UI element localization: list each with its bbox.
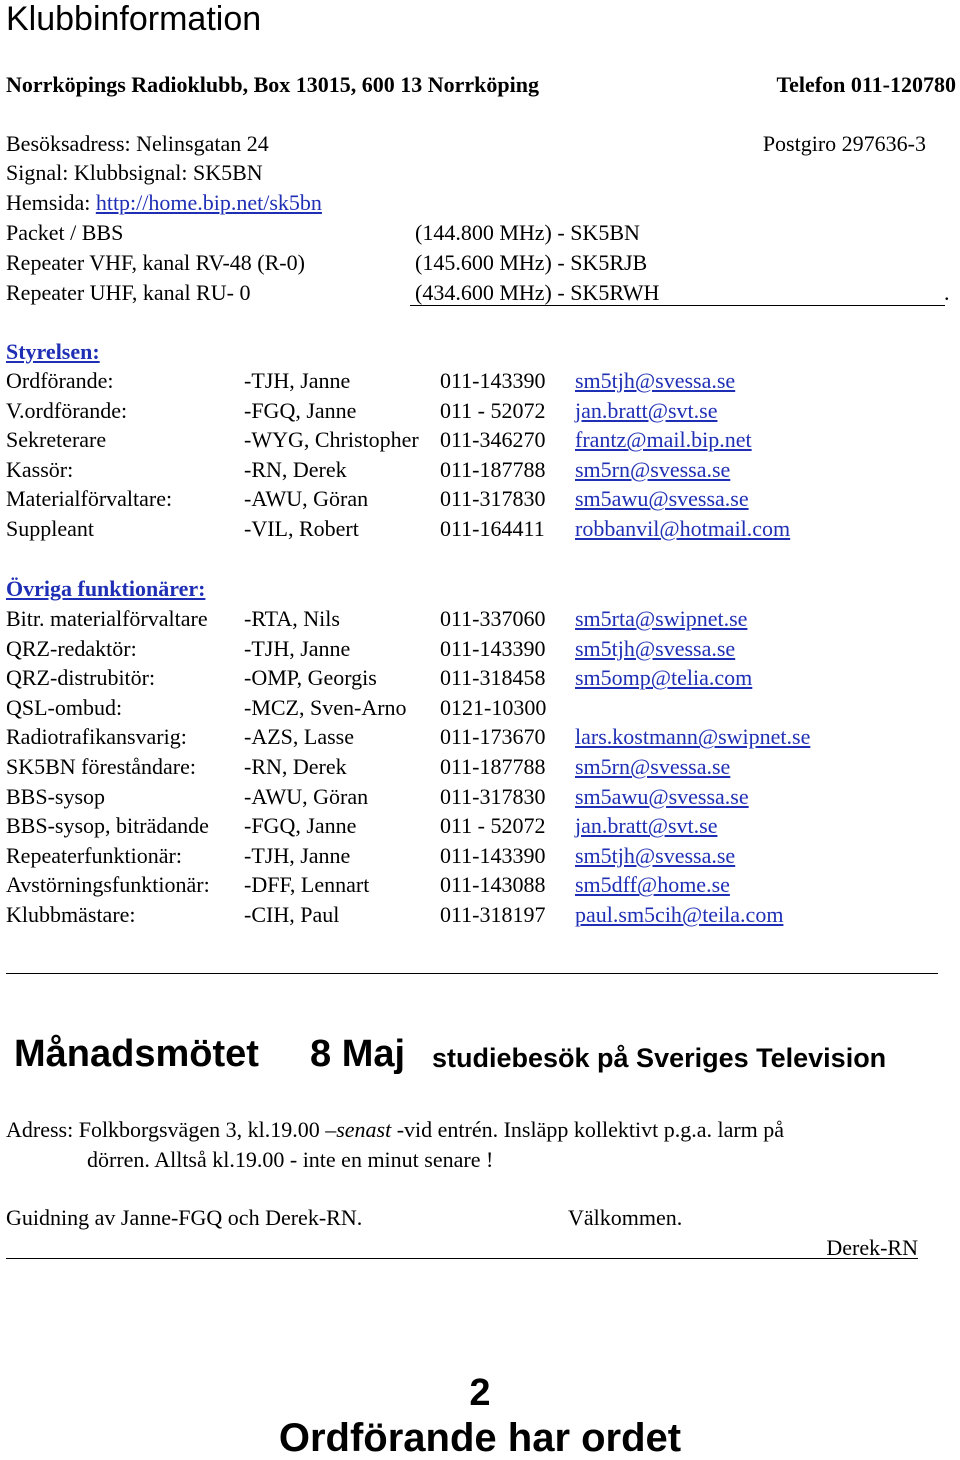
- contact-name: -DFF, Lennart: [244, 872, 370, 898]
- contact-name: -OMP, Georgis: [244, 665, 377, 691]
- contact-name: -MCZ, Sven-Arno: [244, 694, 407, 720]
- contact-role: Avstörningsfunktionär:: [6, 872, 210, 898]
- contact-phone: 011-317830: [440, 783, 546, 809]
- homepage-label: Hemsida:: [6, 190, 96, 215]
- homepage: [6, 192, 322, 214]
- visit-address: Besöksadress: Nelinsgatan 24: [6, 131, 269, 156]
- contact-phone: 0121-10300: [440, 694, 547, 720]
- contact-email-link[interactable]: sm5tjh@svessa.se: [575, 368, 736, 393]
- contact-role: V.ordförande:: [6, 397, 128, 423]
- contact-name: -TJH, Janne: [244, 368, 351, 393]
- page-number: 2: [469, 1372, 491, 1414]
- uhf-period: .: [944, 280, 950, 305]
- contact-phone: 011-143088: [440, 872, 546, 898]
- signature-line: [6, 1258, 918, 1259]
- club-signal: Signal: Klubbsignal: SK5BN: [6, 160, 263, 185]
- contact-phone: 011-187788: [440, 754, 546, 779]
- next-article-title: Ordförande har ordet: [278, 1416, 682, 1460]
- contact-phone: 011-164411: [440, 516, 545, 541]
- contact-role: BBS-sysop, biträdande: [6, 813, 209, 839]
- contact-role: SK5BN föreståndare:: [6, 754, 197, 779]
- contact-role: Radiotrafikansvarig:: [6, 724, 187, 750]
- contact-name: -AWU, Göran: [244, 486, 369, 512]
- contact-name: -AZS, Lasse: [244, 724, 354, 750]
- address-emphasis: senast: [336, 1117, 392, 1142]
- contact-role: QSL-ombud:: [6, 694, 123, 720]
- contact-email-link[interactable]: frantz@mail.bip.net: [575, 427, 752, 453]
- contact-phone: 011-143390: [440, 368, 546, 393]
- meeting-title: Månadsmötet: [14, 1033, 259, 1075]
- contact-phone: 011-337060: [440, 606, 546, 631]
- contact-role: Klubbmästare:: [6, 902, 136, 927]
- uhf-repeater-label: Repeater UHF, kanal RU- 0: [6, 280, 251, 305]
- meeting-subtitle: studiebesök på Sveriges Television: [432, 1043, 887, 1073]
- section-divider: [6, 973, 938, 974]
- contact-phone: 011 - 52072: [440, 813, 546, 839]
- contact-email-link[interactable]: sm5rta@swipnet.se: [575, 606, 748, 631]
- contact-role: BBS-sysop: [6, 783, 106, 809]
- contact-name: -VIL, Robert: [244, 516, 359, 541]
- contact-email-link[interactable]: sm5awu@svessa.se: [575, 783, 749, 809]
- address-prefix: Adress: Folkborgsvägen 3, kl.19.00 –: [6, 1117, 337, 1142]
- address-suffix: -vid entrén. Insläpp kollektivt p.g.a. larm på: [391, 1117, 785, 1142]
- contact-name: -RN, Derek: [244, 456, 347, 482]
- contact-email-link[interactable]: sm5rn@svessa.se: [575, 754, 731, 779]
- contact-role: Materialförvaltare:: [6, 486, 173, 512]
- contact-role: Ordförande:: [6, 368, 114, 393]
- contact-phone: 011-187788: [440, 456, 546, 482]
- contact-name: -RTA, Nils: [244, 606, 340, 631]
- club-name-address: Norrköpings Radioklubb, Box 13015, 600 13 Norrköping: [6, 72, 539, 97]
- homepage-link[interactable]: http://home.bip.net/sk5bn: [95, 190, 322, 215]
- contact-email-link[interactable]: paul.sm5cih@teila.com: [575, 902, 784, 927]
- contact-role: Bitr. materialförvaltare: [6, 606, 208, 631]
- contact-email-link[interactable]: sm5dff@home.se: [575, 872, 730, 898]
- contact-name: -TJH, Janne: [244, 635, 351, 661]
- contact-name: -CIH, Paul: [244, 902, 340, 927]
- contact-role: QRZ-distrubitör:: [6, 665, 156, 691]
- contact-email-link[interactable]: sm5tjh@svessa.se: [575, 842, 736, 868]
- guiding-text: Guidning av Janne-FGQ och Derek-RN.: [6, 1205, 363, 1230]
- contact-email-link[interactable]: robbanvil@hotmail.com: [575, 516, 791, 541]
- contact-name: -FGQ, Janne: [244, 397, 357, 423]
- club-phone: Telefon 011-120780: [776, 72, 956, 97]
- contact-phone: 011-143390: [440, 635, 546, 661]
- contact-phone: 011-346270: [440, 427, 546, 453]
- packet-label: Packet / BBS: [6, 220, 124, 245]
- signature: Derek-RN: [826, 1235, 918, 1260]
- contact-phone: 011-317830: [440, 486, 546, 512]
- contact-email-link[interactable]: sm5tjh@svessa.se: [575, 635, 736, 661]
- packet-frequency: (144.800 MHz) - SK5BN: [415, 220, 640, 245]
- contact-role: Repeaterfunktionär:: [6, 842, 182, 868]
- meeting-address: [6, 1119, 784, 1141]
- contact-name: -FGQ, Janne: [244, 813, 357, 839]
- contact-role: QRZ-redaktör:: [6, 635, 137, 661]
- vhf-repeater-label: Repeater VHF, kanal RV-48 (R-0): [6, 250, 305, 275]
- contact-email-link[interactable]: sm5awu@svessa.se: [575, 486, 749, 512]
- contact-role: Sekreterare: [6, 427, 107, 453]
- uhf-repeater-frequency: (434.600 MHz) - SK5RWH: [415, 280, 660, 305]
- contact-email-link[interactable]: jan.bratt@svt.se: [575, 813, 718, 839]
- uhf-underline: [410, 305, 945, 306]
- meeting-date: 8 Maj: [310, 1033, 406, 1075]
- meeting-address-line2: dörren. Alltså kl.19.00 - inte en minut senare !: [87, 1147, 494, 1172]
- contact-email-link[interactable]: jan.bratt@svt.se: [575, 397, 718, 423]
- contact-phone: 011-318197: [440, 902, 546, 927]
- contact-name: -AWU, Göran: [244, 783, 369, 809]
- board-heading: Styrelsen:: [6, 339, 100, 364]
- postgiro: Postgiro 297636-3: [762, 131, 926, 156]
- contact-phone: 011-318458: [440, 665, 546, 691]
- contact-phone: 011-173670: [440, 724, 546, 750]
- contact-name: -TJH, Janne: [244, 842, 351, 868]
- contact-role: Kassör:: [6, 456, 74, 482]
- contact-email-link[interactable]: sm5rn@svessa.se: [575, 456, 731, 482]
- welcome-text: Välkommen.: [568, 1205, 683, 1230]
- contact-email-link[interactable]: lars.kostmann@swipnet.se: [575, 724, 811, 750]
- contact-role: Suppleant: [6, 516, 94, 541]
- contact-phone: 011-143390: [440, 842, 546, 868]
- contact-name: -RN, Derek: [244, 754, 347, 779]
- contact-phone: 011 - 52072: [440, 397, 546, 423]
- contact-name: -WYG, Christopher: [244, 427, 419, 453]
- officials-heading: Övriga funktionärer:: [6, 576, 206, 601]
- contact-email-link[interactable]: sm5omp@telia.com: [575, 665, 753, 691]
- page-title: Klubbinformation: [6, 0, 262, 38]
- vhf-repeater-frequency: (145.600 MHz) - SK5RJB: [415, 250, 648, 275]
